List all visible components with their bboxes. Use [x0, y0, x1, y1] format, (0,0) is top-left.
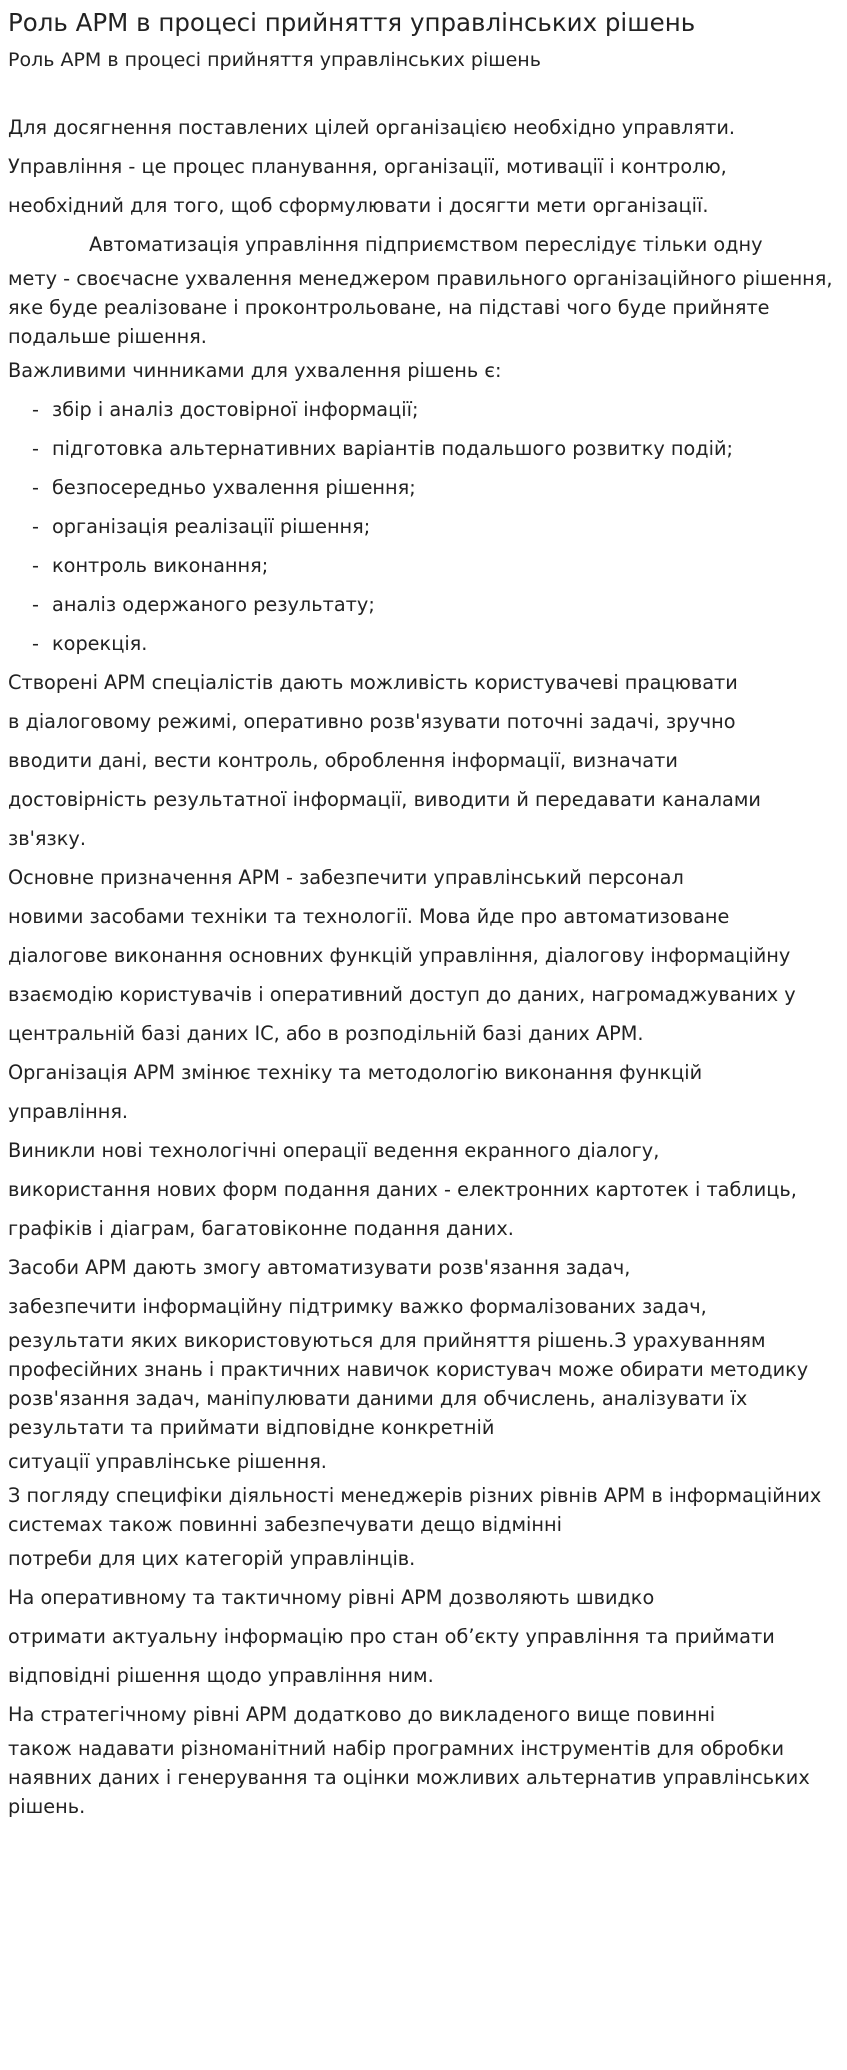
list-item — [8, 624, 838, 663]
paragraph-line: Створені АРМ спеціалістів дають можливість користувачеві працювати — [8, 671, 738, 694]
page-title: Роль АРМ в процесі прийняття управлінських рішень — [8, 8, 696, 37]
list-item-text: підготовка альтернативних варіантів подальшого розвитку подій; — [52, 437, 733, 460]
list-dash: - — [32, 476, 39, 499]
paragraph-line: Основне призначення АРМ - забезпечити управлінський персонал — [8, 866, 684, 889]
paragraph-line: використання нових форм подання даних - електронних картотек і таблиць, — [8, 1178, 797, 1201]
subtitle: Роль АРМ в процесі прийняття управлінських рішень — [8, 49, 541, 71]
list-item-text: корекція. — [52, 632, 148, 655]
paragraph-line: Засоби АРМ дають змогу автоматизувати розв'язання задач, — [8, 1256, 631, 1279]
list-dash: - — [32, 593, 39, 616]
paragraph-line: взаємодію користувачів і оперативний доступ до даних, нагромаджуваних у — [8, 983, 796, 1006]
list-dash: - — [32, 515, 39, 538]
document-body — [8, 108, 838, 1821]
paragraph-wrapped: результати яких використовуються для прийняття рішень.З урахуванням професійних знань і практичних навичок користувач може обирати методику розв'язання задач, маніпулювати даними для обчислень, аналізувати їх результати та приймати відповідне конкретній — [8, 1329, 809, 1439]
paragraph-line: На стратегічному рівні АРМ додатково до викладеного вище повинні — [8, 1703, 716, 1726]
list-dash: - — [32, 398, 39, 421]
paragraph-wrapped: З погляду специфіки діяльності менеджерів різних рівнів АРМ в інформаційних системах також повинні забезпечувати дещо відмінні — [8, 1484, 822, 1536]
list-item-text: безпосередньо ухвалення рішення; — [52, 476, 416, 499]
factors-list — [8, 390, 838, 663]
paragraph-line: необхідний для того, щоб сформулювати і досягти мети організації. — [8, 194, 709, 217]
list-item — [8, 429, 838, 468]
list-item-text: аналіз одержаного результату; — [52, 593, 375, 616]
list-item — [8, 546, 838, 585]
paragraph-line: новими засобами техніки та технології. Мова йде про автоматизоване — [8, 905, 730, 928]
paragraph-line: потреби для цих категорій управлінців. — [8, 1547, 416, 1570]
paragraph-line: в діалоговому режимі, оперативно розв'язувати поточні задачі, зручно — [8, 710, 736, 733]
paragraph-line: Для досягнення поставлених цілей організацією необхідно управляти. — [8, 116, 736, 139]
paragraph-line: вводити дані, вести контроль, оброблення інформації, визначати — [8, 749, 678, 772]
list-dash: - — [32, 437, 39, 460]
paragraph-line: Виникли нові технологічні операції ведення екранного діалогу, — [8, 1139, 660, 1162]
list-item-text: організація реалізації рішення; — [52, 515, 371, 538]
list-item — [8, 468, 838, 507]
paragraph-line: На оперативному та тактичному рівні АРМ дозволяють швидко — [8, 1586, 655, 1609]
paragraph-line: Організація АРМ змінює техніку та методологію виконання функцій — [8, 1061, 703, 1084]
paragraph-line: центральній базі даних ІС, або в розподільній базі даних АРМ. — [8, 1022, 644, 1045]
paragraph-line: отримати актуальну інформацію про стан об’єкту управління та приймати — [8, 1625, 775, 1648]
list-item — [8, 585, 838, 624]
list-item-text: збір і аналіз достовірної інформації; — [52, 398, 419, 421]
paragraph-line: достовірність результатної інформації, виводити й передавати каналами — [8, 788, 761, 811]
paragraph-line: відповідні рішення щодо управління ним. — [8, 1664, 434, 1687]
paragraph-line: Важливими чинниками для ухвалення рішень є: — [8, 359, 502, 382]
list-item — [8, 507, 838, 546]
paragraph-line: ситуації управлінське рішення. — [8, 1450, 327, 1473]
paragraph-wrapped: мету - своєчасне ухвалення менеджером правильного організаційного рішення, яке буде реалізоване і проконтрольоване, на підставі чого буде прийняте подальше рішення. — [8, 267, 833, 348]
paragraph-line: графіків і діаграм, багатовіконне подання даних. — [8, 1217, 514, 1240]
list-dash: - — [32, 632, 39, 655]
list-item — [8, 390, 838, 429]
paragraph-line: Автоматизація управління підприємством переслідує тільки одну — [89, 233, 763, 256]
list-item-text: контроль виконання; — [52, 554, 269, 577]
paragraph-line: зв'язку. — [8, 827, 86, 850]
paragraph-wrapped: також надавати різноманітний набір програмних інструментів для обробки наявних даних і генерування та оцінки можливих альтернатив управлінських рішень. — [8, 1737, 810, 1818]
list-dash: - — [32, 554, 39, 577]
paragraph-line: Управління - це процес планування, організації, мотивації і контролю, — [8, 155, 727, 178]
paragraph-line: діалогове виконання основних функцій управління, діалогову інформаційну — [8, 944, 791, 967]
paragraph-line: управління. — [8, 1100, 129, 1123]
paragraph-line: забезпечити інформаційну підтримку важко формалізованих задач, — [8, 1295, 707, 1318]
